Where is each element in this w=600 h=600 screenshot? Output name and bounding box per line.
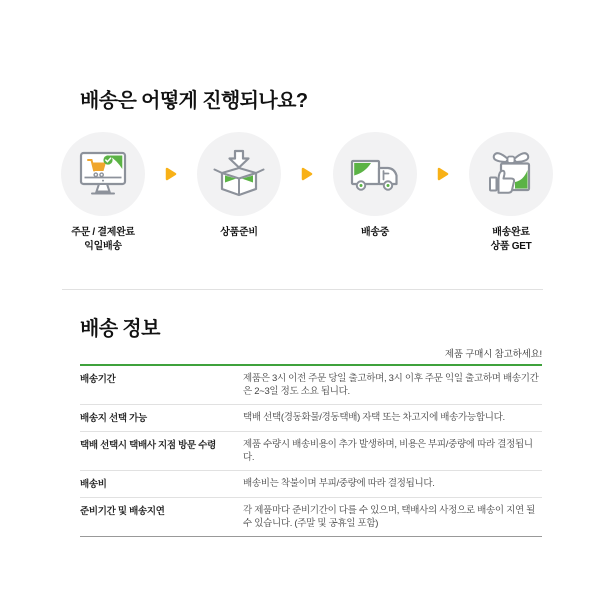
table-row bbox=[80, 471, 542, 498]
row-value: 택배 선택(경동화물/경동택배) 자택 또는 차고지에 배송가능합니다. bbox=[243, 412, 505, 423]
process-step-prepare bbox=[171, 132, 307, 254]
arrow-right-icon bbox=[300, 167, 314, 181]
row-value: 제품은 3시 이전 주문 당일 출고하며, 3시 이후 주문 익일 출고하며 배송기간은 2~3일 정도 소요 됩니다. bbox=[243, 373, 539, 397]
step-icon-circle bbox=[469, 132, 553, 216]
step-label: 상품준비 bbox=[220, 227, 258, 238]
step-label: 배송완료 상품 GET bbox=[490, 227, 532, 252]
step-icon-circle bbox=[197, 132, 281, 216]
table-row bbox=[80, 405, 542, 432]
delivery-truck-icon bbox=[345, 144, 405, 204]
section-title: 배송 정보 bbox=[80, 318, 160, 340]
row-label: 준비기간 및 배송지연 bbox=[80, 506, 165, 517]
row-label: 배송비 bbox=[80, 479, 107, 490]
table-row bbox=[80, 498, 542, 537]
row-value: 제품 수량시 배송비용이 추가 발생하며, 비용은 부피/중량에 따라 결정됩니다. bbox=[243, 439, 533, 463]
process-step-complete bbox=[443, 132, 579, 254]
process-step-order bbox=[35, 132, 171, 254]
row-value: 각 제품마다 준비기간이 다를 수 있으며, 택배사의 사정으로 배송이 지연 될 수 있습니다. (주말 및 공휴일 포함) bbox=[243, 505, 536, 529]
row-label: 배송기간 bbox=[80, 374, 116, 385]
row-value: 배송비는 착불이며 부피/중량에 따라 결정됩니다. bbox=[243, 478, 435, 489]
shipping-process-flow bbox=[35, 132, 579, 262]
section-divider bbox=[62, 289, 543, 290]
gift-thumbsup-icon bbox=[481, 144, 541, 204]
process-step-shipping bbox=[307, 132, 443, 254]
step-icon-circle bbox=[61, 132, 145, 216]
step-icon-circle bbox=[333, 132, 417, 216]
purchase-note: 제품 구매시 참고하세요! bbox=[444, 349, 542, 360]
table-row bbox=[80, 432, 542, 471]
arrow-right-icon bbox=[436, 167, 450, 181]
page-title: 배송은 어떻게 진행되나요? bbox=[80, 90, 308, 112]
step-label: 배송중 bbox=[360, 227, 390, 238]
step-label: 주문 / 결제완료 익일배송 bbox=[71, 227, 135, 252]
monitor-cart-icon bbox=[73, 144, 133, 204]
row-label: 배송지 선택 가능 bbox=[80, 413, 147, 424]
arrow-right-icon bbox=[164, 167, 178, 181]
open-box-icon bbox=[209, 144, 269, 204]
row-label: 택배 선택시 택배사 지점 방문 수령 bbox=[80, 440, 216, 451]
shipping-info-table bbox=[80, 364, 542, 537]
table-row bbox=[80, 366, 542, 405]
